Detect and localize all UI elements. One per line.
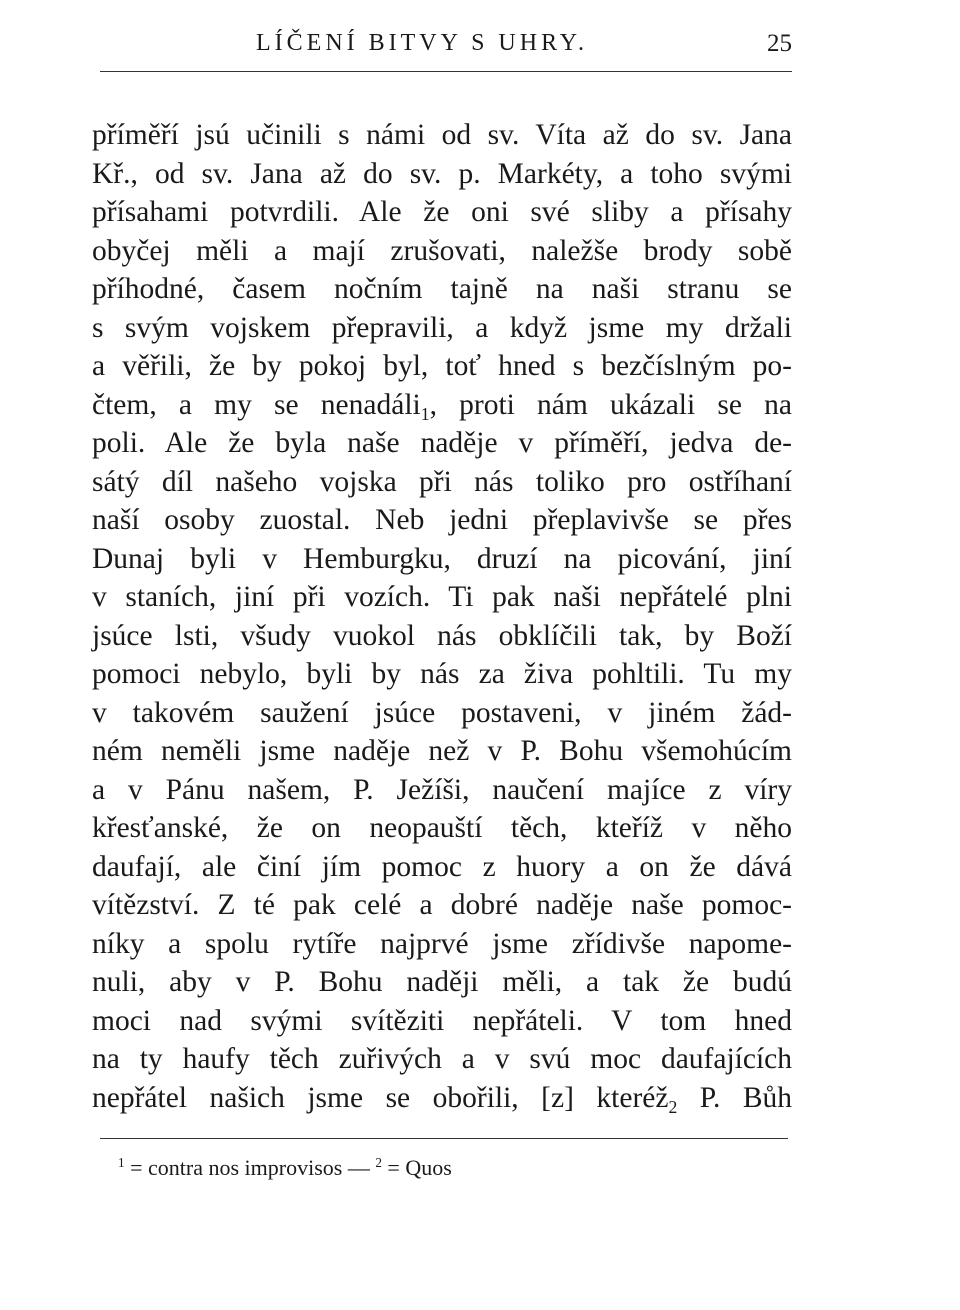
- text-line: na ty haufy těch zuřivých a v svú moc daufajících: [92, 1043, 792, 1075]
- text-line: sátý díl našeho vojska při nás toliko pro ostříhaní: [92, 465, 792, 498]
- text-line: příměří jsú učinili s námi od sv. Víta až do sv. Jana: [92, 119, 792, 151]
- text-line: vítězství. Z té pak celé a dobré naděje naše pomoc-: [92, 889, 792, 921]
- running-title: LÍČENÍ BITVY S UHRY.: [256, 30, 589, 56]
- text-line: daufají, ale činí jím pomoc z huory a on že dává: [92, 850, 792, 883]
- text-line: křesťanské, že on neopauští těch, kteříž v něho: [92, 812, 792, 844]
- text-line: a věřili, že by pokoj byl, toť hned s bezčíslným po-: [92, 350, 792, 382]
- running-head: [100, 30, 792, 66]
- body-text: [92, 116, 792, 1117]
- text-line: v takovém saužení jsúce postaveni, v jiném žád-: [92, 696, 792, 729]
- text-segment: nepřátel našich jsme se obořili, [z] kteréž: [92, 1081, 669, 1114]
- text-line: Kř., od sv. Jana až do sv. p. Markéty, a toho svými: [92, 157, 792, 190]
- text-line: nuli, aby v P. Bohu naději měli, a tak že budú: [92, 966, 792, 998]
- text-segment: P. Bůh: [677, 1081, 792, 1114]
- footnote-reference-1: 1: [420, 403, 430, 424]
- footnote-marker-1: 1: [118, 1155, 125, 1170]
- page-number: 25: [767, 30, 792, 57]
- text-line: poli. Ale že byla naše naděje v příměří, jedva de-: [92, 427, 792, 459]
- text-line-with-note: [92, 386, 792, 425]
- text-line: příhodné, časem nočním tajně na naši stranu se: [92, 273, 792, 305]
- footnote-marker-2: 2: [375, 1155, 382, 1170]
- header-rule: [100, 71, 792, 72]
- text-line: v staních, jiní při vozích. Ti pak naši nepřátelé plni: [92, 581, 792, 613]
- footnote-rule: [100, 1138, 788, 1139]
- footnotes: [118, 1155, 452, 1181]
- text-line: přísahami potvrdili. Ale že oni své sliby a přísahy: [92, 196, 792, 228]
- text-line: níky a spolu rytíře najprvé jsme zřídivše napome-: [92, 927, 792, 960]
- text-line: jsúce lsti, všudy vuokol nás obklíčili tak, by Boží: [92, 619, 792, 652]
- text-line: a v Pánu našem, P. Ježíši, naučení majíce z víry: [92, 773, 792, 806]
- text-line: ném neměli jsme naděje než v P. Bohu všemohúcím: [92, 735, 792, 767]
- text-segment: čtem, a my se nenadáli: [92, 388, 421, 421]
- text-line: s svým vojskem přepravili, a když jsme my držali: [92, 311, 792, 344]
- footnote-text-1: = contra nos improvisos —: [130, 1155, 370, 1180]
- text-line: moci nad svými svítěziti nepřáteli. V tom hned: [92, 1004, 792, 1037]
- text-line: obyčej měli a mají zrušovati, naležše brody sobě: [92, 234, 792, 267]
- text-line: naší osoby zuostal. Neb jedni přeplavivše se přes: [92, 504, 792, 536]
- text-line-with-note: [92, 1079, 792, 1118]
- text-line: pomoci nebylo, byli by nás za živa pohltili. Tu my: [92, 658, 792, 690]
- footnote-reference-2: 2: [668, 1096, 678, 1117]
- text-line: Dunaj byli v Hemburgku, druzí na picování, jiní: [92, 542, 792, 575]
- text-segment: , proti nám ukázali se na: [429, 388, 792, 421]
- footnote-text-2: = Quos: [387, 1155, 452, 1180]
